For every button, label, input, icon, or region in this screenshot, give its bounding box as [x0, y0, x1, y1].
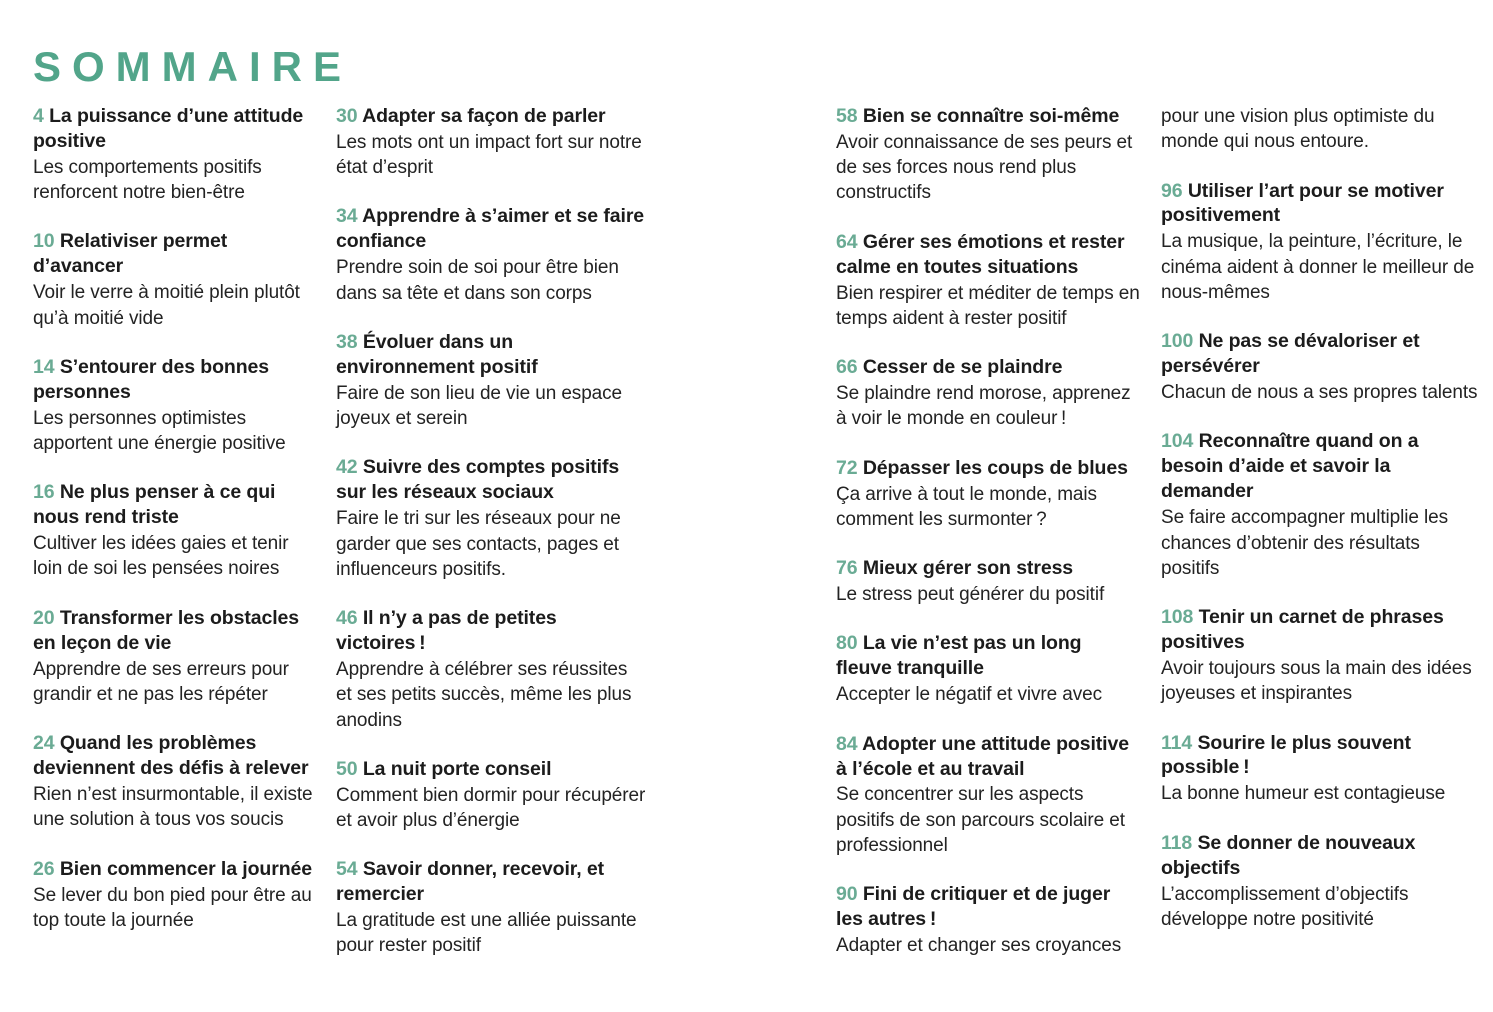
- toc-entry-title: Adapter sa façon de parler: [362, 105, 606, 127]
- toc-entry-heading: [836, 104, 1141, 129]
- toc-entry-title: S’entourer des bonnes personnes: [33, 355, 270, 403]
- toc-entry-title: Adopter une attitude positive à l’école et au travail: [836, 732, 1129, 780]
- toc-entry[interactable]: [33, 104, 314, 205]
- toc-column-2: [322, 104, 654, 959]
- toc-entry[interactable]: [336, 757, 646, 833]
- toc-entry-heading: [1161, 179, 1483, 229]
- toc-columns: [0, 104, 1493, 959]
- toc-entry-page-number: 50: [336, 757, 358, 780]
- toc-entry-title: Savoir donner, recevoir, et remercier: [336, 858, 604, 906]
- toc-entry-title: Tenir un carnet de phrases positives: [1161, 606, 1444, 654]
- toc-entry[interactable]: [33, 606, 314, 707]
- toc-entry[interactable]: [836, 882, 1141, 958]
- toc-entry-description: Se lever du bon pied pour être au top toute la journée: [33, 884, 312, 931]
- toc-entry-page-number: 30: [336, 105, 358, 127]
- toc-entry[interactable]: [1161, 731, 1483, 807]
- toc-entry-page-number: 20: [33, 606, 55, 629]
- toc-entry-title: Apprendre à s’aimer et se faire confiance: [336, 205, 645, 253]
- toc-entry-heading: [836, 556, 1141, 581]
- toc-column-3: [654, 104, 1149, 958]
- toc-entry-page-number: 84: [836, 732, 858, 755]
- toc-entry-heading: [336, 606, 646, 656]
- toc-entry-heading: [33, 355, 314, 405]
- toc-entry-heading: [836, 355, 1141, 380]
- toc-entry[interactable]: [1161, 605, 1483, 706]
- toc-entry[interactable]: [836, 355, 1141, 431]
- toc-entry-heading: [1161, 429, 1483, 504]
- toc-entry-description: Les mots ont un impact fort sur notre état d’esprit: [336, 131, 642, 179]
- toc-entry[interactable]: [336, 330, 646, 431]
- toc-entry-page-number: 46: [336, 607, 358, 630]
- toc-entry-page-number: 24: [33, 732, 55, 755]
- toc-entry-heading: [336, 330, 646, 380]
- toc-entry-page-number: 10: [33, 230, 55, 253]
- toc-entry-title: Bien se connaître soi-même: [862, 105, 1120, 127]
- toc-entry-page-number: 64: [836, 230, 858, 253]
- toc-entry-description: Cultiver les idées gaies et tenir loin de soi les pensées noires: [33, 533, 289, 580]
- toc-entry[interactable]: [1161, 429, 1483, 581]
- toc-entry[interactable]: [836, 556, 1141, 607]
- toc-entry-description: Les personnes optimistes apportent une énergie positive: [33, 407, 286, 455]
- toc-entry-description: Apprendre de ses erreurs pour grandir et ne pas les répéter: [33, 658, 289, 705]
- toc-entry-description: Chacun de nous a ses propres talents: [1161, 382, 1478, 404]
- toc-entry-heading: [33, 731, 314, 781]
- toc-entry-page-number: 76: [836, 557, 858, 580]
- toc-entry-description: Se plaindre rend morose, apprenez à voir le monde en couleur !: [836, 383, 1131, 430]
- toc-entry-page-number: 38: [336, 330, 358, 353]
- toc-entry-page-number: 104: [1161, 430, 1194, 453]
- toc-entry-title: Cesser de se plaindre: [862, 356, 1063, 379]
- toc-entry-description: Apprendre à célébrer ses réussites et ses petits succès, même les plus anodins: [336, 658, 632, 731]
- toc-entry[interactable]: [1161, 329, 1483, 405]
- toc-entry-page-number: 100: [1161, 330, 1194, 353]
- toc-entry-page-number: 58: [836, 105, 858, 127]
- toc-entry[interactable]: [836, 104, 1141, 206]
- toc-entry-title: Évoluer dans un environnement positif: [336, 330, 538, 378]
- toc-entry-title: Il n’y a pas de petites victoires !: [336, 607, 557, 655]
- toc-entry[interactable]: [33, 480, 314, 581]
- toc-entry-heading: [836, 230, 1141, 280]
- toc-entry-description: Ça arrive à tout le monde, mais comment les surmonter ?: [836, 483, 1097, 530]
- toc-entry-heading: [33, 229, 314, 279]
- toc-entry-title: Fini de critiquer et de juger les autres !: [836, 883, 1111, 931]
- toc-entry-title: Gérer ses émotions et rester calme en toutes situations: [836, 230, 1125, 278]
- toc-entry-description: Faire le tri sur les réseaux pour ne garder que ses contacts, pages et influenceurs positifs.: [336, 508, 621, 580]
- toc-entry-description: Bien respirer et méditer de temps en temps aident à rester positif: [836, 282, 1140, 329]
- toc-entry-title: Sourire le plus souvent possible !: [1161, 731, 1411, 779]
- toc-entry-page-number: 34: [336, 205, 358, 228]
- toc-entry[interactable]: [1161, 831, 1483, 932]
- toc-entry-heading: [336, 204, 646, 254]
- toc-entry-page-number: 72: [836, 456, 858, 479]
- toc-entry[interactable]: [836, 456, 1141, 532]
- toc-entry-description: Rien n’est insurmontable, il existe une solution à tous vos soucis: [33, 784, 313, 831]
- toc-entry-heading: [836, 882, 1141, 932]
- toc-entry-title: Suivre des comptes positifs sur les réseaux sociaux: [336, 456, 620, 504]
- toc-entry-heading: [33, 857, 314, 882]
- toc-entry-page-number: 26: [33, 857, 55, 880]
- toc-entry-title: Utiliser l’art pour se motiver positivement: [1161, 179, 1444, 227]
- toc-entry-heading: [1161, 731, 1483, 781]
- toc-entry-title: Ne plus penser à ce qui nous rend triste: [33, 481, 276, 529]
- toc-entry-page-number: 54: [336, 858, 358, 881]
- toc-entry-page-number: 14: [33, 355, 55, 378]
- toc-entry-description: Comment bien dormir pour récupérer et avoir plus d’énergie: [336, 784, 646, 831]
- toc-entry-description: Adapter et changer ses croyances: [836, 935, 1122, 957]
- toc-entry-description: Se concentrer sur les aspects positifs de son parcours scolaire et professionnel: [836, 784, 1125, 856]
- toc-entry-description: Voir le verre à moitié plein plutôt qu’à moitié vide: [33, 282, 300, 329]
- toc-entry-description: Avoir connaissance de ses peurs et de ses forces nous rend plus constructifs: [836, 131, 1133, 204]
- toc-entry-description: Avoir toujours sous la main des idées joyeuses et inspirantes: [1161, 657, 1472, 705]
- toc-entry-description: Prendre soin de soi pour être bien dans sa tête et dans son corps: [336, 257, 619, 304]
- toc-entry[interactable]: [336, 104, 646, 180]
- toc-entry-page-number: 96: [1161, 179, 1183, 202]
- toc-entry-page-number: 80: [836, 632, 858, 655]
- toc-entry-title: La vie n’est pas un long fleuve tranquille: [836, 632, 1082, 680]
- toc-entry[interactable]: [336, 857, 646, 958]
- toc-entry-page-number: 90: [836, 883, 858, 906]
- toc-entry-heading: [836, 732, 1141, 782]
- toc-entry-continuation: pour une vision plus optimiste du monde qui nous entoure.: [1161, 106, 1435, 153]
- toc-entry-title: Reconnaître quand on a besoin d’aide et savoir la demander: [1161, 430, 1419, 503]
- toc-entry-title: La nuit porte conseil: [362, 757, 552, 780]
- toc-entry[interactable]: [836, 631, 1141, 707]
- toc-entry[interactable]: [1161, 179, 1483, 306]
- toc-entry[interactable]: [33, 355, 314, 456]
- toc-entry-title: Transformer les obstacles en leçon de vie: [33, 606, 300, 654]
- toc-entry-description: Le stress peut générer du positif: [836, 584, 1105, 606]
- toc-entry-heading: [336, 857, 646, 907]
- toc-entry-heading: [336, 455, 646, 505]
- toc-entry-title: La puissance d’une attitude positive: [33, 105, 304, 152]
- toc-entry[interactable]: [336, 204, 646, 305]
- toc-entry-page-number: 108: [1161, 606, 1194, 629]
- page-title: SOMMAIRE: [33, 43, 352, 91]
- toc-entry-title: Relativiser permet d’avancer: [33, 230, 228, 278]
- toc-entry-description: Se faire accompagner multiplie les chances d’obtenir des résultats positifs: [1161, 507, 1449, 579]
- toc-column-1: [0, 104, 322, 933]
- toc-entry-title: Bien commencer la journée: [59, 857, 312, 880]
- toc-entry-heading: [33, 104, 314, 154]
- toc-entry-title: Dépasser les coups de blues: [862, 456, 1128, 479]
- toc-entry-page-number: 42: [336, 456, 358, 479]
- toc-entry-page-number: 16: [33, 481, 55, 504]
- toc-entry[interactable]: [33, 229, 314, 330]
- toc-entry-description: Les comportements positifs renforcent notre bien-être: [33, 156, 262, 204]
- toc-entry[interactable]: [336, 606, 646, 733]
- toc-entry-page-number: 4: [33, 105, 44, 127]
- toc-entry-description: La musique, la peinture, l’écriture, le cinéma aident à donner le meilleur de nous-mêmes: [1161, 231, 1475, 303]
- toc-column-4: [1149, 104, 1493, 932]
- toc-entry-heading: [1161, 329, 1483, 379]
- toc-entry-heading: [33, 606, 314, 656]
- toc-entry-page-number: 118: [1161, 831, 1193, 854]
- toc-entry-heading: [33, 480, 314, 530]
- toc-entry[interactable]: [836, 230, 1141, 331]
- toc-entry-heading: [1161, 831, 1483, 881]
- toc-entry-title: Ne pas se dévaloriser et persévérer: [1161, 330, 1420, 378]
- toc-entry-page-number: 114: [1161, 731, 1193, 754]
- toc-entry-heading: [336, 757, 646, 782]
- toc-entry[interactable]: [33, 857, 314, 933]
- toc-entry-heading: [836, 456, 1141, 481]
- toc-entry[interactable]: [836, 732, 1141, 859]
- toc-entry-heading: [1161, 605, 1483, 655]
- toc-entry-heading: [836, 631, 1141, 681]
- toc-entry-description: Faire de son lieu de vie un espace joyeux et serein: [336, 382, 623, 430]
- toc-entry-heading: [336, 104, 646, 129]
- toc-entry-description: L’accomplissement d’objectifs développe notre positivité: [1161, 883, 1409, 930]
- toc-entry[interactable]: [33, 731, 314, 832]
- toc-entry-description: La gratitude est une alliée puissante pour rester positif: [336, 910, 637, 957]
- toc-entry-title: Quand les problèmes deviennent des défis à relever: [33, 732, 309, 780]
- toc-entry-description: Accepter le négatif et vivre avec: [836, 684, 1103, 706]
- toc-entry-description: La bonne humeur est contagieuse: [1161, 783, 1446, 805]
- toc-entry-title: Mieux gérer son stress: [862, 557, 1074, 580]
- toc-entry-page-number: 66: [836, 356, 858, 379]
- toc-entry-title: Se donner de nouveaux objectifs: [1161, 831, 1416, 879]
- toc-entry[interactable]: [336, 455, 646, 582]
